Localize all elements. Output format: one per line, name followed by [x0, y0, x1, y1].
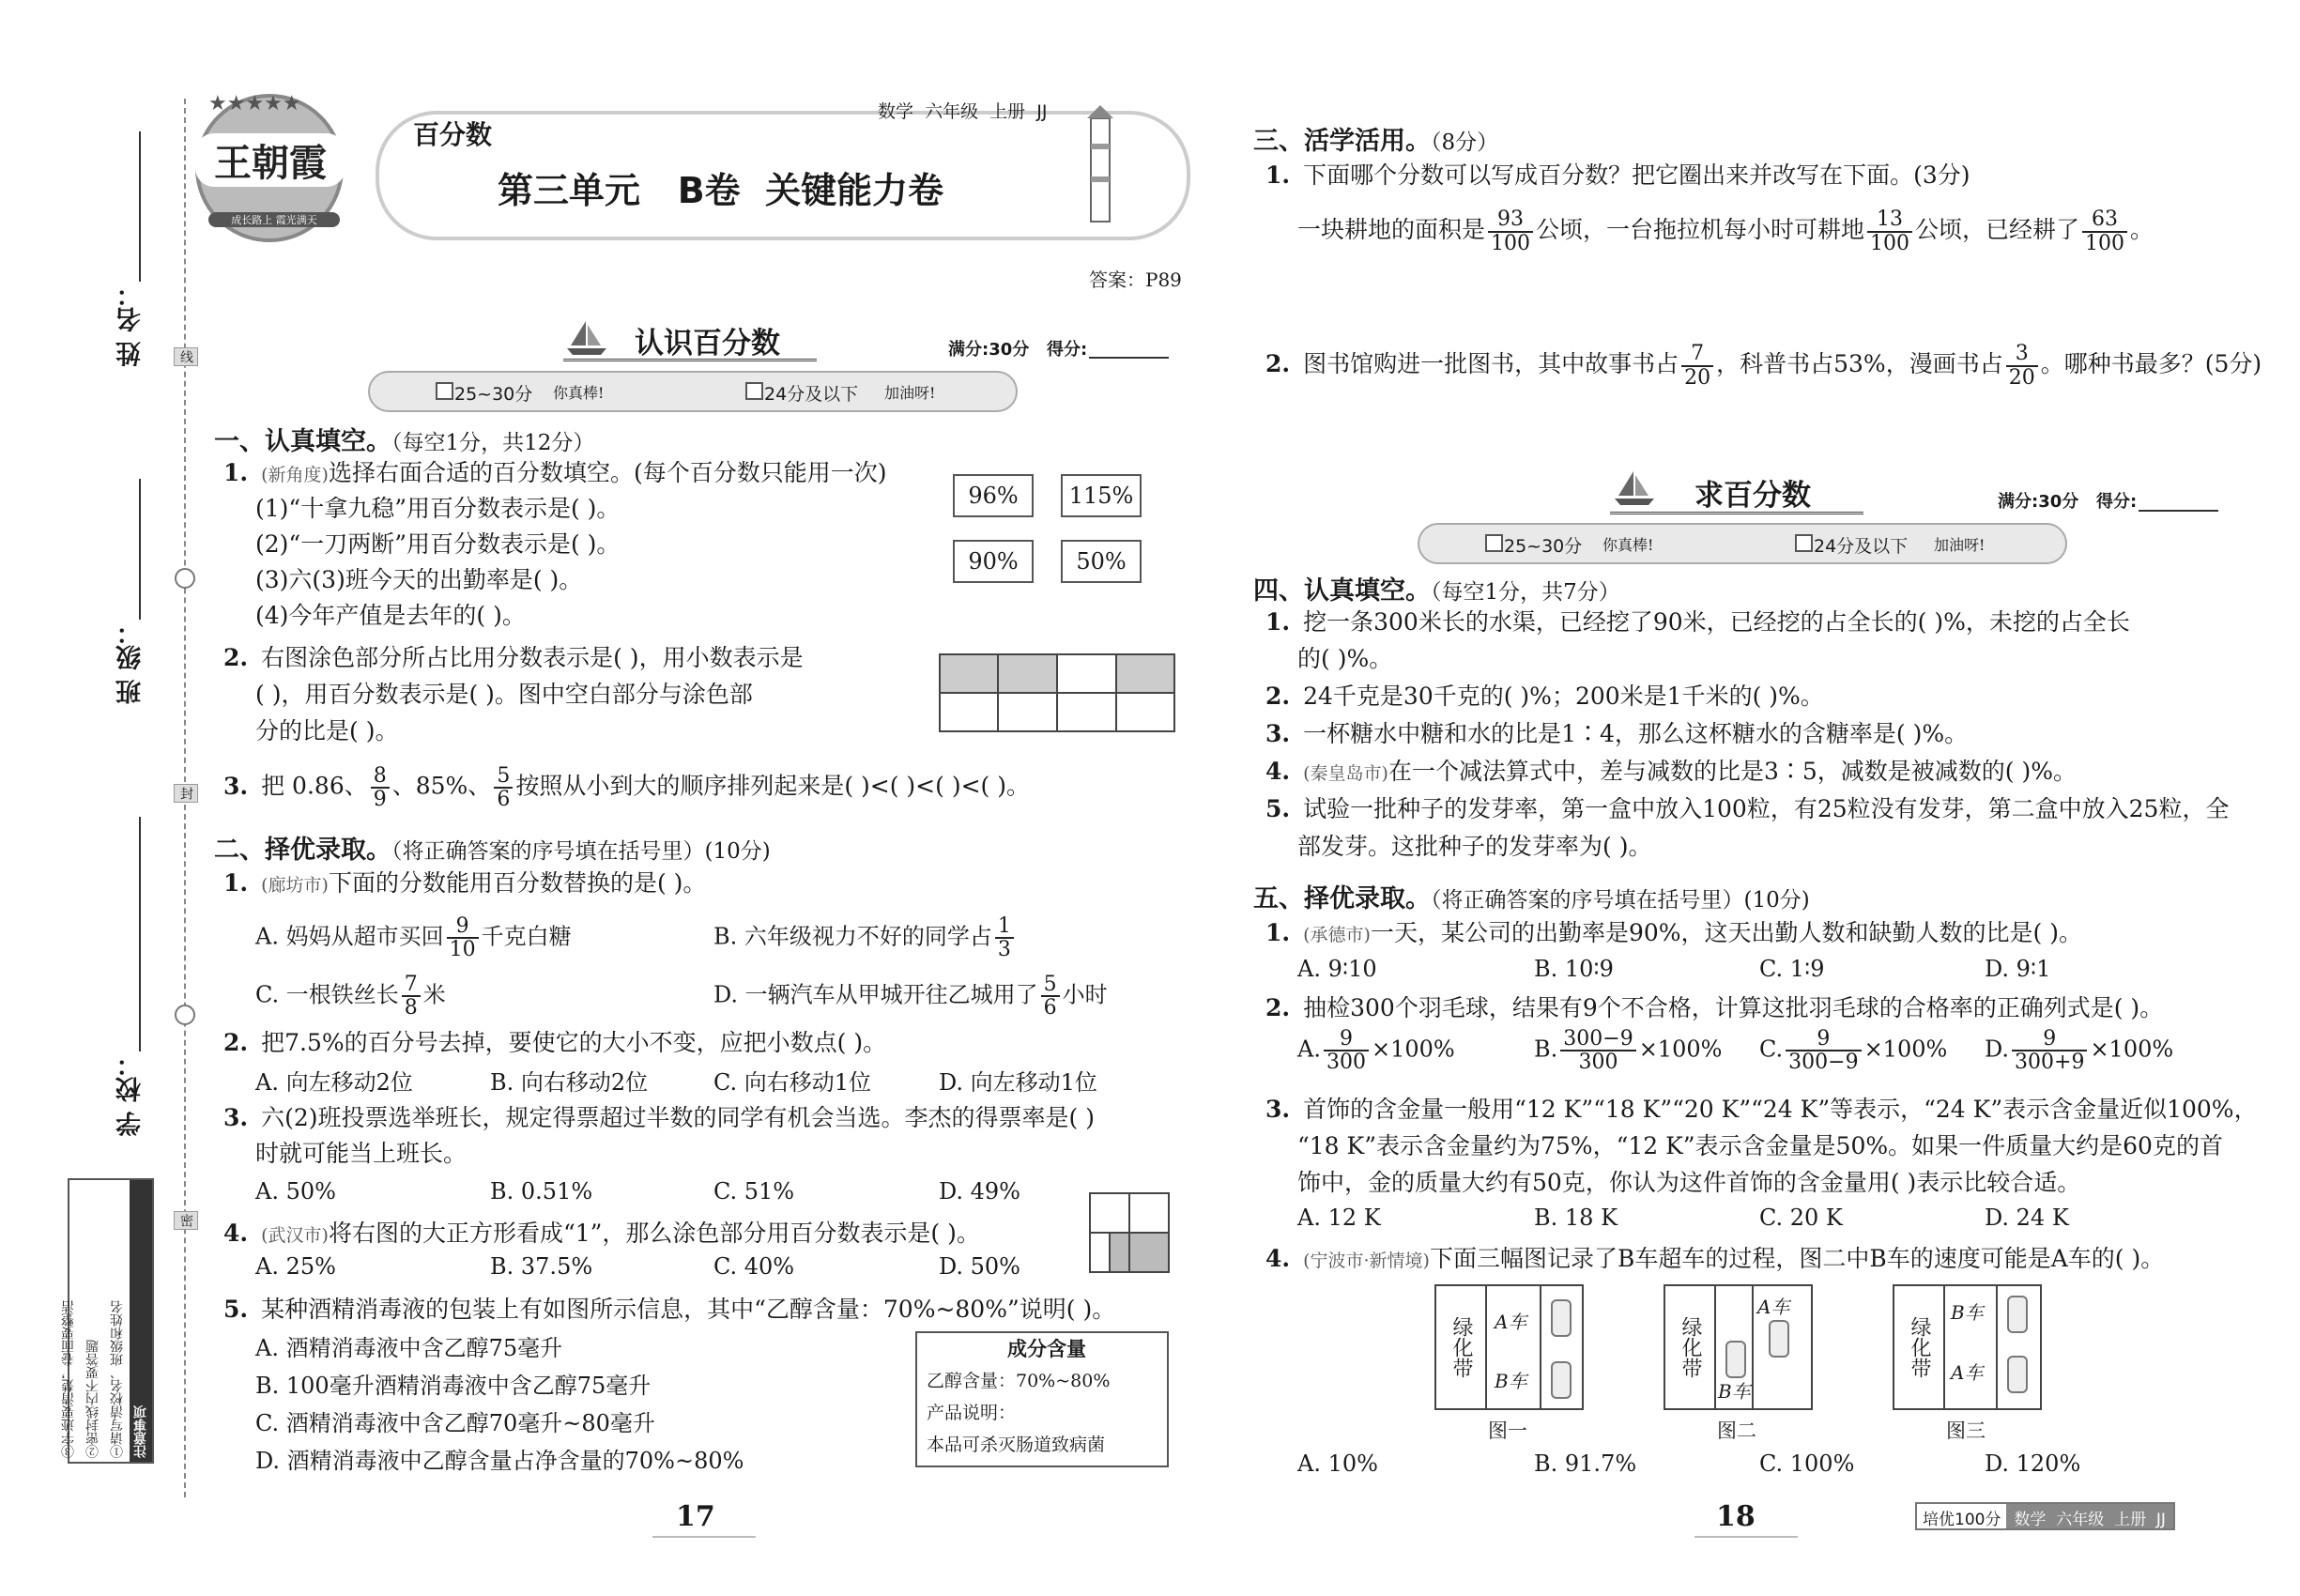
- road-figure-3: [1893, 1284, 2042, 1410]
- p2-q1-c-d: 8: [404, 996, 418, 1021]
- road-fig3-belt-text: 绿化带: [1908, 1316, 1931, 1378]
- p5-q2-opt-c: [1759, 1028, 1947, 1073]
- p5-q2-a-post: ×100%: [1371, 1036, 1455, 1063]
- sidebar-name-line: [139, 131, 141, 282]
- p1-q1: [223, 455, 886, 493]
- p5-q2-c-frac: [1786, 1028, 1861, 1073]
- p2-q1-a-pre: A. 妈妈从超市买回: [255, 923, 444, 950]
- notes-box: [61, 1178, 154, 1464]
- p5-q2-num: 2.: [1265, 994, 1291, 1021]
- p3-q2-num: 2.: [1265, 350, 1291, 377]
- p3-q2-f2-n: 3: [2006, 343, 2038, 366]
- p2-q4-tag: (武汉市): [261, 1225, 329, 1246]
- checkbox-b2[interactable]: [1795, 534, 1813, 552]
- p4-q2: [1265, 679, 1824, 714]
- section-b-score-bar: [1418, 523, 2067, 564]
- p4-q1-text: 挖一条300米长的水渠，已经挖了90米，已经挖的占全长的( )%，未挖的占全长: [1303, 608, 2130, 636]
- footer-brand-box: [1915, 1502, 2175, 1530]
- header-topic: 百分数: [413, 119, 493, 150]
- footer-brand-info: 数学 六年级 上册 JJ: [2006, 1504, 2172, 1528]
- road-fig1-belt: [1436, 1286, 1487, 1408]
- p5-q1-opt-c: C. 1∶9: [1759, 956, 1825, 982]
- p2-q1-d-n: 5: [1041, 974, 1060, 997]
- p5-q1-opt-d: D. 9∶1: [1985, 956, 2051, 982]
- p2-q3-num: 3.: [223, 1104, 249, 1131]
- p2-q5-text: 某种酒精消毒液的包装上有如图所示信息，其中“乙醇含量：70%~80%”说明( )。: [261, 1296, 1116, 1323]
- road-fig1-car-a-label: A车: [1495, 1311, 1527, 1333]
- section-b-score-line: [2139, 510, 2218, 512]
- part5-note: （将正确答案的序号填在括号里）(10分): [1431, 888, 1810, 913]
- p3-q2-frac1: [1681, 343, 1713, 388]
- p2-q1-opt-a: [255, 915, 572, 960]
- p3-q1-text: 下面哪个分数可以写成百分数？把它圈出来并改写在下面。(3分): [1303, 161, 1970, 189]
- cut-mark-1: 线: [174, 347, 198, 366]
- road-fig1-label: 图一: [1488, 1420, 1527, 1442]
- ingredient-line-1: 乙醇含量：70%~80%: [927, 1371, 1111, 1391]
- percent-box-3: 90%: [953, 540, 1034, 583]
- p2-q2: [223, 1025, 886, 1061]
- p2-q4-opt-b: B. 37.5%: [490, 1253, 593, 1280]
- p4-q3-num: 3.: [1265, 720, 1291, 747]
- part2-title-text: 二、择优录取。: [214, 836, 391, 865]
- part2-title: [214, 829, 771, 866]
- p5-q2-c-d: 300−9: [1788, 1051, 1859, 1075]
- p1-q3-post: 按照从小到大的顺序排列起来是( )<( )<( )<( )。: [515, 772, 1030, 800]
- p1-q2-line1: [223, 640, 804, 676]
- header-book-info: 数学 六年级 上册 JJ: [878, 101, 1048, 122]
- p2-q1-a-frac: [447, 915, 479, 960]
- p5-q3-line3: 饰中，金的质量大约有50克，你认为这件首饰的含金量用( )表示比较合适。: [1297, 1169, 2081, 1196]
- p5-q4-opt-d: D. 120%: [1985, 1450, 2081, 1477]
- p1-q1-item-1: (1)“十拿九稳”用百分数表示是( )。: [255, 495, 621, 522]
- checkbox-b1[interactable]: [1485, 534, 1503, 552]
- p2-q1-c-frac: [402, 974, 421, 1019]
- part5-title: [1253, 878, 1810, 914]
- p3-q1-frac2: [1867, 208, 1912, 253]
- p5-q2-b-d: 300: [1578, 1051, 1618, 1075]
- section-b-score: 满分:30分 得分:: [1998, 492, 2138, 512]
- road-fig2-belt-text: 绿化带: [1679, 1316, 1702, 1378]
- logo-slogan: 成长路上 霞光满天: [208, 212, 340, 227]
- ingredient-label: [915, 1331, 1169, 1467]
- bar-b-left-note: 你真棒!: [1602, 536, 1654, 554]
- p4-q4-text: 在一个减法算式中，差与减数的比是3∶5，减数是被减数的( )%。: [1388, 758, 2077, 785]
- p1-q1-item-2: (2)“一刀两断”用百分数表示是( )。: [255, 530, 621, 558]
- p2-q3-opt-b: B. 0.51%: [490, 1178, 593, 1205]
- p4-q5-num: 5.: [1265, 795, 1291, 822]
- binding-hole-2: [175, 1005, 195, 1025]
- road-fig1-car-a: [1551, 1299, 1572, 1337]
- p2-q4-opt-d: D. 50%: [939, 1253, 1020, 1280]
- cut-mark-2: 封: [174, 784, 198, 803]
- p2-q2-opt-d: D. 向左移动1位: [939, 1069, 1097, 1096]
- p2-q1-b-n: 1: [995, 915, 1014, 939]
- road-fig3-car-a: [2007, 1356, 2028, 1393]
- bar-a-right: 24分及以下: [764, 384, 859, 405]
- p5-q2-a-label: A.: [1297, 1036, 1321, 1063]
- p1-q3-pre: 把 0.86、: [261, 772, 368, 800]
- p5-q1-text: 一天，某公司的出勤率是90%，这天出勤人数和缺勤人数的比是( )。: [1370, 919, 2082, 946]
- road-fig3-belt: [1894, 1286, 1945, 1408]
- p1-q2-grid: [939, 653, 1175, 732]
- p2-q5-opt-d: D. 酒精消毒液中乙醇含量占净含量的70%~80%: [255, 1448, 744, 1474]
- p1-q1-item-3: (3)六(3)班今天的出勤率是( )。: [255, 566, 583, 593]
- part2-note: （将正确答案的序号填在括号里）(10分): [391, 839, 771, 864]
- p3-q1-frac3: [2082, 208, 2127, 253]
- lighthouse-icon: [1080, 101, 1121, 223]
- section-a-score: 满分:30分 得分:: [948, 340, 1088, 360]
- bar-b-left: 25~30分: [1504, 536, 1583, 557]
- road-fig3-car-b: [2007, 1296, 2028, 1333]
- part1-title-text: 一、认真填空。: [214, 427, 391, 456]
- p4-q3-text: 一杯糖水中糖和水的比是1∶4，那么这杯糖水的含糖率是( )%。: [1303, 720, 1969, 747]
- percent-box-4: 50%: [1061, 540, 1142, 583]
- p1-q1-item-4: (4)今年产值是去年的( )。: [255, 602, 526, 629]
- p5-q1-opt-b: B. 10∶9: [1534, 956, 1614, 982]
- bar-b-right-note: 加油呀!: [1934, 536, 1986, 554]
- page-wave-right: [1694, 1536, 1798, 1538]
- p5-q2-c-label: C.: [1759, 1036, 1784, 1063]
- p5-q2-b-n: 300−9: [1560, 1028, 1635, 1051]
- p2-q1-opt-c: [255, 974, 446, 1019]
- road-fig2-belt: [1665, 1286, 1716, 1408]
- ingredient-line-3: 本品可杀灭肠道致病菌: [927, 1435, 1106, 1455]
- p4-q1-num: 1.: [1265, 608, 1291, 636]
- p4-q1-line2: 的( )%。: [1297, 645, 1393, 672]
- p5-q4-opt-c: C. 100%: [1759, 1450, 1855, 1477]
- notes-item-3: ③字迹要清楚，卷面要整洁: [61, 1300, 76, 1458]
- ingredient-line-2: 产品说明：: [927, 1403, 1017, 1423]
- p3-q1-f1-n: 93: [1488, 208, 1533, 232]
- logo-badge: [195, 94, 344, 242]
- p2-q3-opt-d: D. 49%: [939, 1178, 1020, 1205]
- bar-b-right: 24分及以下: [1814, 536, 1909, 557]
- p3-q1-sentence: [1297, 202, 2154, 258]
- binding-hole-1: [175, 568, 195, 589]
- part3-note: （8分）: [1431, 130, 1499, 155]
- road-fig1-belt-text: 绿化带: [1449, 1316, 1473, 1378]
- p1-q3-frac1: [371, 765, 390, 810]
- p3-q1-mid: 公顷，一台拖拉机每小时可耕地: [1536, 216, 1865, 243]
- p5-q3-line1: 首饰的含金量一般用“12 K”“18 K”“20 K”“24 K”等表示，“24 K”表示含金量近似100%，: [1303, 1096, 2258, 1123]
- p4-q3: [1265, 716, 1968, 752]
- p2-q1-opt-d: [713, 974, 1108, 1019]
- p3-q1-frac1: [1488, 208, 1533, 253]
- p3-q1-pre: 一块耕地的面积是: [1297, 216, 1486, 243]
- section-a-title: 认识百分数: [635, 327, 780, 361]
- section-b-title: 求百分数: [1694, 479, 1811, 513]
- p5-q2-d-d: 300+9: [2015, 1051, 2085, 1075]
- p1-q3-f2-n: 5: [494, 765, 513, 789]
- road-fig3-car-a-label: A车: [1951, 1361, 1984, 1384]
- p4-q1: [1265, 605, 2130, 640]
- section-b-underline: [1610, 512, 1863, 514]
- p3-q1-f1-d: 100: [1491, 231, 1531, 255]
- p5-q2-opt-b: [1534, 1028, 1722, 1073]
- p5-q2-b-label: B.: [1534, 1036, 1558, 1063]
- header-title: 第三单元 B卷 关键能力卷: [498, 170, 944, 211]
- p2-q1-text: 下面的分数能用百分数替换的是( )。: [328, 869, 707, 897]
- p3-q1-num: 1.: [1265, 161, 1291, 189]
- p5-q4-text: 下面三幅图记录了B车超车的过程，图二中B车的速度可能是A车的( )。: [1429, 1245, 2165, 1272]
- p4-q2-text: 24千克是30千克的( )%；200米是1千米的( )%。: [1303, 683, 1824, 710]
- part3-title: [1253, 120, 1498, 157]
- p3-q2-frac2: [2006, 343, 2038, 388]
- p2-q1-d-frac: [1041, 974, 1060, 1019]
- p2-q2-opt-b: B. 向右移动2位: [490, 1069, 649, 1096]
- bar-a-right-note: 加油呀!: [884, 384, 936, 402]
- p2-q4-text: 将右图的大正方形看成“1”，那么涂色部分用百分数表示是( )。: [328, 1220, 980, 1247]
- road-fig1-car-b: [1551, 1361, 1572, 1399]
- p2-q4-opt-a: A. 25%: [255, 1253, 336, 1280]
- p2-q1-tag: (廊坊市): [261, 875, 329, 896]
- sidebar-school-label: 学 校：: [116, 1051, 146, 1137]
- p2-q3-line2: 时就可能当上班长。: [255, 1140, 468, 1167]
- p2-q4-opt-c: C. 40%: [713, 1253, 795, 1280]
- percent-box-2: 115%: [1061, 474, 1142, 517]
- sailboat-icon: [565, 319, 608, 357]
- p2-q1-a-post: 千克白糖: [481, 923, 572, 950]
- road-fig1-car-b-label: B车: [1495, 1370, 1527, 1392]
- p2-q1-num: 1.: [223, 869, 249, 897]
- logo-text: 王朝霞: [195, 133, 345, 187]
- part4-title-text: 四、认真填空。: [1253, 576, 1431, 606]
- p2-q5-opt-b: B. 100毫升酒精消毒液中含乙醇75毫升: [255, 1373, 652, 1399]
- p3-q1-post: 。: [2130, 216, 2154, 243]
- p3-q1-f3-d: 100: [2085, 231, 2125, 255]
- p2-q4: [223, 1216, 980, 1253]
- p2-q3: [223, 1100, 1095, 1136]
- p5-q2-a-n: 9: [1324, 1028, 1369, 1051]
- p5-q2-d-frac: [2012, 1028, 2087, 1073]
- p2-q4-num: 4.: [223, 1220, 249, 1247]
- p4-q4: [1265, 754, 2077, 791]
- p2-q5: [223, 1292, 1115, 1327]
- p2-q1-opt-b: [713, 915, 1017, 960]
- road-fig2-car-a: [1769, 1320, 1789, 1358]
- p5-q2-text: 抽检300个羽毛球，结果有9个不合格，计算这批羽毛球的合格率的正确列式是( )。: [1303, 994, 2164, 1021]
- cut-mark-3: 密: [174, 1211, 198, 1230]
- sidebar-name-label: 姓 名：: [116, 282, 146, 367]
- p2-q1-c-n: 7: [402, 974, 421, 997]
- p3-q2-pre: 图书馆购进一批图书，其中故事书占: [1303, 350, 1679, 377]
- ingredient-label-title: 成分含量: [1007, 1338, 1086, 1360]
- p3-q2-f1-d: 20: [1684, 365, 1711, 390]
- p5-q2-opt-d: [1985, 1028, 2173, 1073]
- p5-q4-opt-a: A. 10%: [1297, 1450, 1378, 1477]
- p5-q2: [1265, 990, 2163, 1026]
- p2-q1-b-frac: [995, 915, 1014, 960]
- p5-q2-c-n: 9: [1786, 1028, 1861, 1051]
- road-figure-2: [1664, 1284, 1813, 1410]
- p2-q1: [223, 866, 706, 903]
- p3-q1-f3-n: 63: [2082, 208, 2127, 232]
- p5-q3-opt-a: A. 12 K: [1297, 1205, 1381, 1231]
- p1-q2-num: 2.: [223, 644, 249, 671]
- p5-q3-opt-b: B. 18 K: [1534, 1205, 1618, 1231]
- p2-q1-c-pre: C. 一根铁丝长: [255, 981, 399, 1008]
- p2-q2-text: 把7.5%的百分号去掉，要使它的大小不变，应把小数点( )。: [261, 1029, 887, 1056]
- p1-q2-line3: 分的比是( )。: [255, 717, 399, 744]
- p2-q1-b-pre: B. 六年级视力不好的同学占: [713, 923, 992, 950]
- p5-q2-a-frac: [1324, 1028, 1369, 1073]
- p2-q1-c-post: 米: [422, 981, 446, 1008]
- page-number-right: 18: [1716, 1500, 1756, 1533]
- p2-q3-opt-c: C. 51%: [713, 1178, 795, 1205]
- p2-q1-d-pre: D. 一辆汽车从甲城开往乙城用了: [713, 981, 1038, 1008]
- section-a-score-bar: [368, 371, 1018, 412]
- p5-q1-opt-a: A. 9∶10: [1297, 956, 1377, 982]
- p3-q2: [1265, 336, 2262, 392]
- p4-q2-num: 2.: [1265, 683, 1291, 710]
- p1-q3-f2-d: 6: [497, 788, 511, 812]
- road-fig1-divider: [1540, 1286, 1541, 1408]
- p2-q1-a-n: 9: [447, 915, 479, 939]
- p4-q5: [1265, 791, 2229, 827]
- p5-q4: [1265, 1241, 2164, 1279]
- p2-q2-num: 2.: [223, 1029, 249, 1056]
- p1-q3-frac2: [494, 765, 513, 810]
- p2-q1-b-d: 3: [997, 938, 1011, 962]
- p1-q1-text: 选择右面合适的百分数填空。(每个百分数只能用一次): [328, 459, 887, 486]
- p2-q5-opt-c: C. 酒精消毒液中含乙醇70毫升~80毫升: [255, 1410, 655, 1436]
- p2-q5-opt-a: A. 酒精消毒液中含乙醇75毫升: [255, 1335, 563, 1361]
- p1-q3-num: 3.: [223, 772, 249, 800]
- notes-item-1: ①请写清校名、班级和姓名: [110, 1300, 125, 1458]
- p3-q2-f1-n: 7: [1681, 343, 1713, 366]
- p1-q3-f1-d: 9: [373, 788, 387, 812]
- p2-q1-d-d: 6: [1043, 996, 1057, 1021]
- p3-q1-f2-d: 100: [1870, 231, 1910, 255]
- part4-note: （每空1分，共7分）: [1431, 580, 1620, 605]
- page-number-left: 17: [676, 1500, 715, 1533]
- p3-q2-mid: ，科普书占53%，漫画书占: [1716, 350, 2003, 377]
- p3-q1-mid2: 公顷，已经耕了: [1915, 216, 2080, 243]
- p4-q5-text: 试验一批种子的发芽率，第一盒中放入100粒，有25粒没有发芽，第二盒中放入25粒，全: [1303, 795, 2230, 822]
- p4-q4-num: 4.: [1265, 758, 1291, 785]
- p5-q4-opt-b: B. 91.7%: [1534, 1450, 1637, 1477]
- p3-q2-post: 。哪种书最多？(5分): [2040, 350, 2262, 377]
- sidebar-class-line: [139, 479, 141, 620]
- checkbox-a1[interactable]: [436, 382, 453, 400]
- p2-q3-line1: 六(2)班投票选举班长，规定得票超过半数的同学有机会当选。李杰的得票率是( ): [261, 1104, 1095, 1131]
- p4-q4-tag: (秦皇岛市): [1303, 763, 1388, 784]
- percent-box-1: 96%: [953, 474, 1034, 517]
- p2-q2-opt-a: A. 向左移动2位: [255, 1069, 413, 1096]
- part1-note: （每空1分，共12分）: [391, 431, 595, 455]
- p2-q1-a-d: 10: [449, 938, 476, 962]
- checkbox-a2[interactable]: [745, 382, 763, 400]
- sidebar-school-line: [139, 817, 141, 1051]
- road-fig2-car-a-label: A车: [1757, 1296, 1790, 1318]
- p5-q2-d-post: ×100%: [2090, 1036, 2174, 1063]
- logo-stars: ★★★★★: [208, 92, 301, 115]
- p3-q1-f2-n: 13: [1867, 208, 1912, 232]
- road-fig3-divider: [1996, 1286, 1998, 1408]
- p2-q2-opt-c: C. 向右移动1位: [713, 1069, 872, 1096]
- p5-q1-num: 1.: [1265, 919, 1291, 946]
- p5-q1: [1265, 915, 2082, 953]
- notes-title: 注意事项: [130, 1180, 152, 1462]
- p1-q1-tag: (新角度): [261, 465, 329, 485]
- p1-q2-line2: ( )，用百分数表示是( )。图中空白部分与涂色部: [255, 681, 753, 708]
- p1-q1-num: 1.: [223, 459, 249, 486]
- p3-q2-f2-d: 20: [2008, 365, 2035, 390]
- p1-q2-text1: 右图涂色部分所占比用分数表示是( )，用小数表示是: [261, 644, 804, 671]
- p5-q4-tag: (宁波市·新情境): [1303, 1251, 1430, 1271]
- p5-q1-tag: (承德市): [1303, 925, 1371, 945]
- p1-q3: [223, 765, 1030, 810]
- road-fig2-car-b: [1725, 1341, 1746, 1378]
- p5-q2-d-n: 9: [2012, 1028, 2087, 1051]
- road-fig3-label: 图三: [1946, 1420, 1986, 1442]
- p2-q4-square: [1089, 1192, 1170, 1273]
- p1-q3-f1-n: 8: [371, 765, 390, 789]
- p5-q3-line2: “18 K”表示含金量约为75%，“12 K”表示含金量是50%。如果一件质量大约是60克的首: [1297, 1132, 2223, 1159]
- p2-q5-num: 5.: [223, 1296, 249, 1323]
- notes-item-2: ②密封线内不要答题: [85, 1340, 100, 1458]
- p5-q2-b-frac: [1560, 1028, 1635, 1073]
- road-fig2-car-b-label: B车: [1718, 1380, 1751, 1403]
- p5-q3: [1265, 1092, 2258, 1128]
- road-fig3-car-b-label: B车: [1951, 1301, 1984, 1324]
- part3-title-text: 三、活学活用。: [1253, 127, 1431, 156]
- road-fig2-divider: [1752, 1286, 1754, 1408]
- page-wave-left: [652, 1536, 756, 1538]
- bar-a-left: 25~30分: [454, 384, 533, 405]
- part5-title-text: 五、择优录取。: [1253, 884, 1431, 913]
- sailboat-icon-b: [1613, 469, 1656, 507]
- part4-title: [1253, 570, 1620, 606]
- p5-q2-opt-a: [1297, 1028, 1455, 1073]
- p5-q3-opt-c: C. 20 K: [1759, 1205, 1843, 1231]
- road-fig2-label: 图二: [1717, 1420, 1756, 1442]
- p5-q2-c-post: ×100%: [1863, 1036, 1948, 1063]
- road-figure-1: [1434, 1284, 1584, 1410]
- p5-q2-b-post: ×100%: [1638, 1036, 1723, 1063]
- section-a-score-line: [1089, 357, 1169, 359]
- p1-q3-mid: 、85%、: [391, 772, 492, 800]
- part1-title: [214, 421, 594, 457]
- footer-brand: 培优100分: [1917, 1504, 2006, 1528]
- p5-q3-opt-d: D. 24 K: [1985, 1205, 2069, 1231]
- section-a-underline: [563, 359, 817, 361]
- p2-q3-opt-a: A. 50%: [255, 1178, 336, 1205]
- p5-q2-a-d: 300: [1326, 1051, 1366, 1075]
- p5-q2-d-label: D.: [1985, 1036, 2010, 1063]
- p5-q3-num: 3.: [1265, 1096, 1291, 1123]
- bar-a-left-note: 你真棒!: [553, 384, 605, 402]
- answer-ref: 答案：P89: [1089, 269, 1182, 291]
- p3-q1: [1265, 158, 1970, 193]
- p4-q5-line2: 部发芽。这批种子的发芽率为( )。: [1297, 833, 1652, 860]
- p2-q1-d-post: 小时: [1062, 981, 1108, 1008]
- sidebar-class-label: 班 级：: [116, 620, 146, 705]
- p5-q4-num: 4.: [1265, 1245, 1291, 1272]
